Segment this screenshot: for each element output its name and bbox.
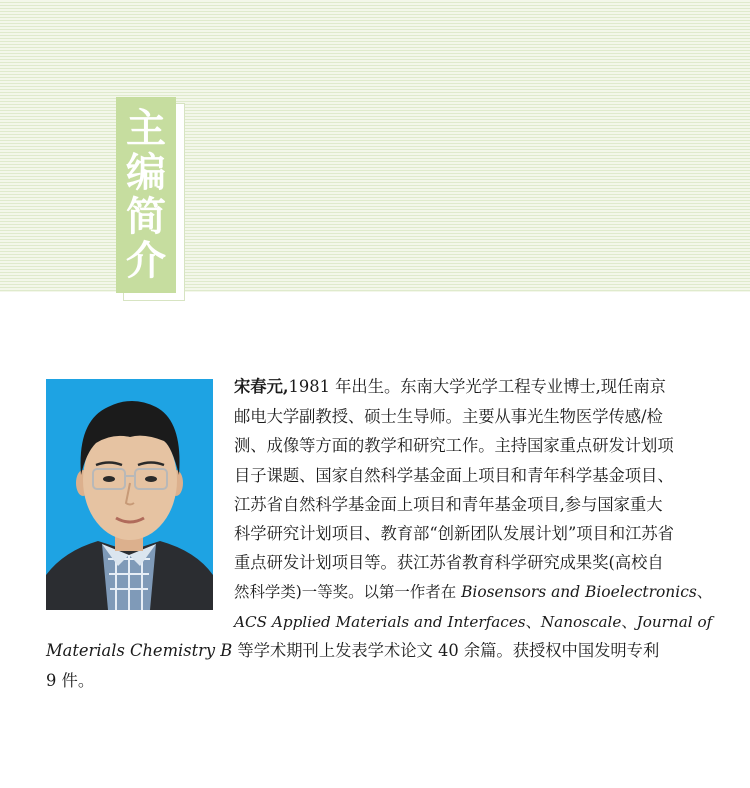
bio-text: 等学术期刊上发表学术论文 40 余篇。获授权中国发明专利 bbox=[232, 641, 660, 660]
title-char-3: 简 bbox=[126, 193, 166, 240]
bio-text: 、 bbox=[525, 613, 541, 631]
journal-name: Materials Chemistry B bbox=[46, 641, 233, 660]
bio-line-4: 目子课题、国家自然科学基金面上项目和青年科学基金项目、 bbox=[234, 466, 674, 485]
bio-text: 然科学类)一等奖。以第一作者在 bbox=[234, 583, 462, 601]
journal-name: Biosensors and Bioelectronics bbox=[461, 583, 697, 601]
bio-line-11: 9 件。 bbox=[46, 671, 95, 690]
author-name: 宋春元, bbox=[234, 377, 289, 396]
bio-text: 1981 年出生。东南大学光学工程专业博士,现任南京 bbox=[288, 377, 666, 396]
bio-line-8 bbox=[234, 581, 712, 603]
bio-line-5: 江苏省自然科学基金面上项目和青年基金项目,参与国家重大 bbox=[234, 495, 663, 514]
author-portrait-photo bbox=[46, 379, 213, 610]
bio-line-6: 科学研究计划项目、教育部“创新团队发展计划”项目和江苏省 bbox=[234, 524, 674, 543]
bio-line-10 bbox=[46, 640, 659, 662]
title-char-4: 介 bbox=[126, 237, 166, 284]
title-char-1: 主 bbox=[126, 105, 166, 152]
bio-line-7: 重点研发计划项目等。获江苏省教育科学研究成果奖(高校自 bbox=[234, 553, 664, 572]
bio-text: 、 bbox=[621, 613, 637, 631]
bio-line-9 bbox=[234, 611, 712, 633]
journal-name: ACS Applied Materials and Interfaces bbox=[234, 613, 526, 631]
bio-line-2: 邮电大学副教授、硕士生导师。主要从事光生物医学传感/检 bbox=[234, 407, 663, 426]
journal-name: Journal of bbox=[636, 613, 713, 631]
bio-line-3: 测、成像等方面的教学和研究工作。主持国家重点研发计划项 bbox=[234, 436, 674, 455]
bio-text: 、 bbox=[696, 583, 713, 601]
title-char-2: 编 bbox=[126, 149, 166, 196]
journal-name: Nanoscale bbox=[540, 613, 622, 631]
portrait-illustration bbox=[46, 379, 213, 610]
striped-header-band bbox=[0, 0, 750, 292]
bio-line-1 bbox=[234, 376, 666, 398]
section-title-box bbox=[116, 97, 176, 293]
